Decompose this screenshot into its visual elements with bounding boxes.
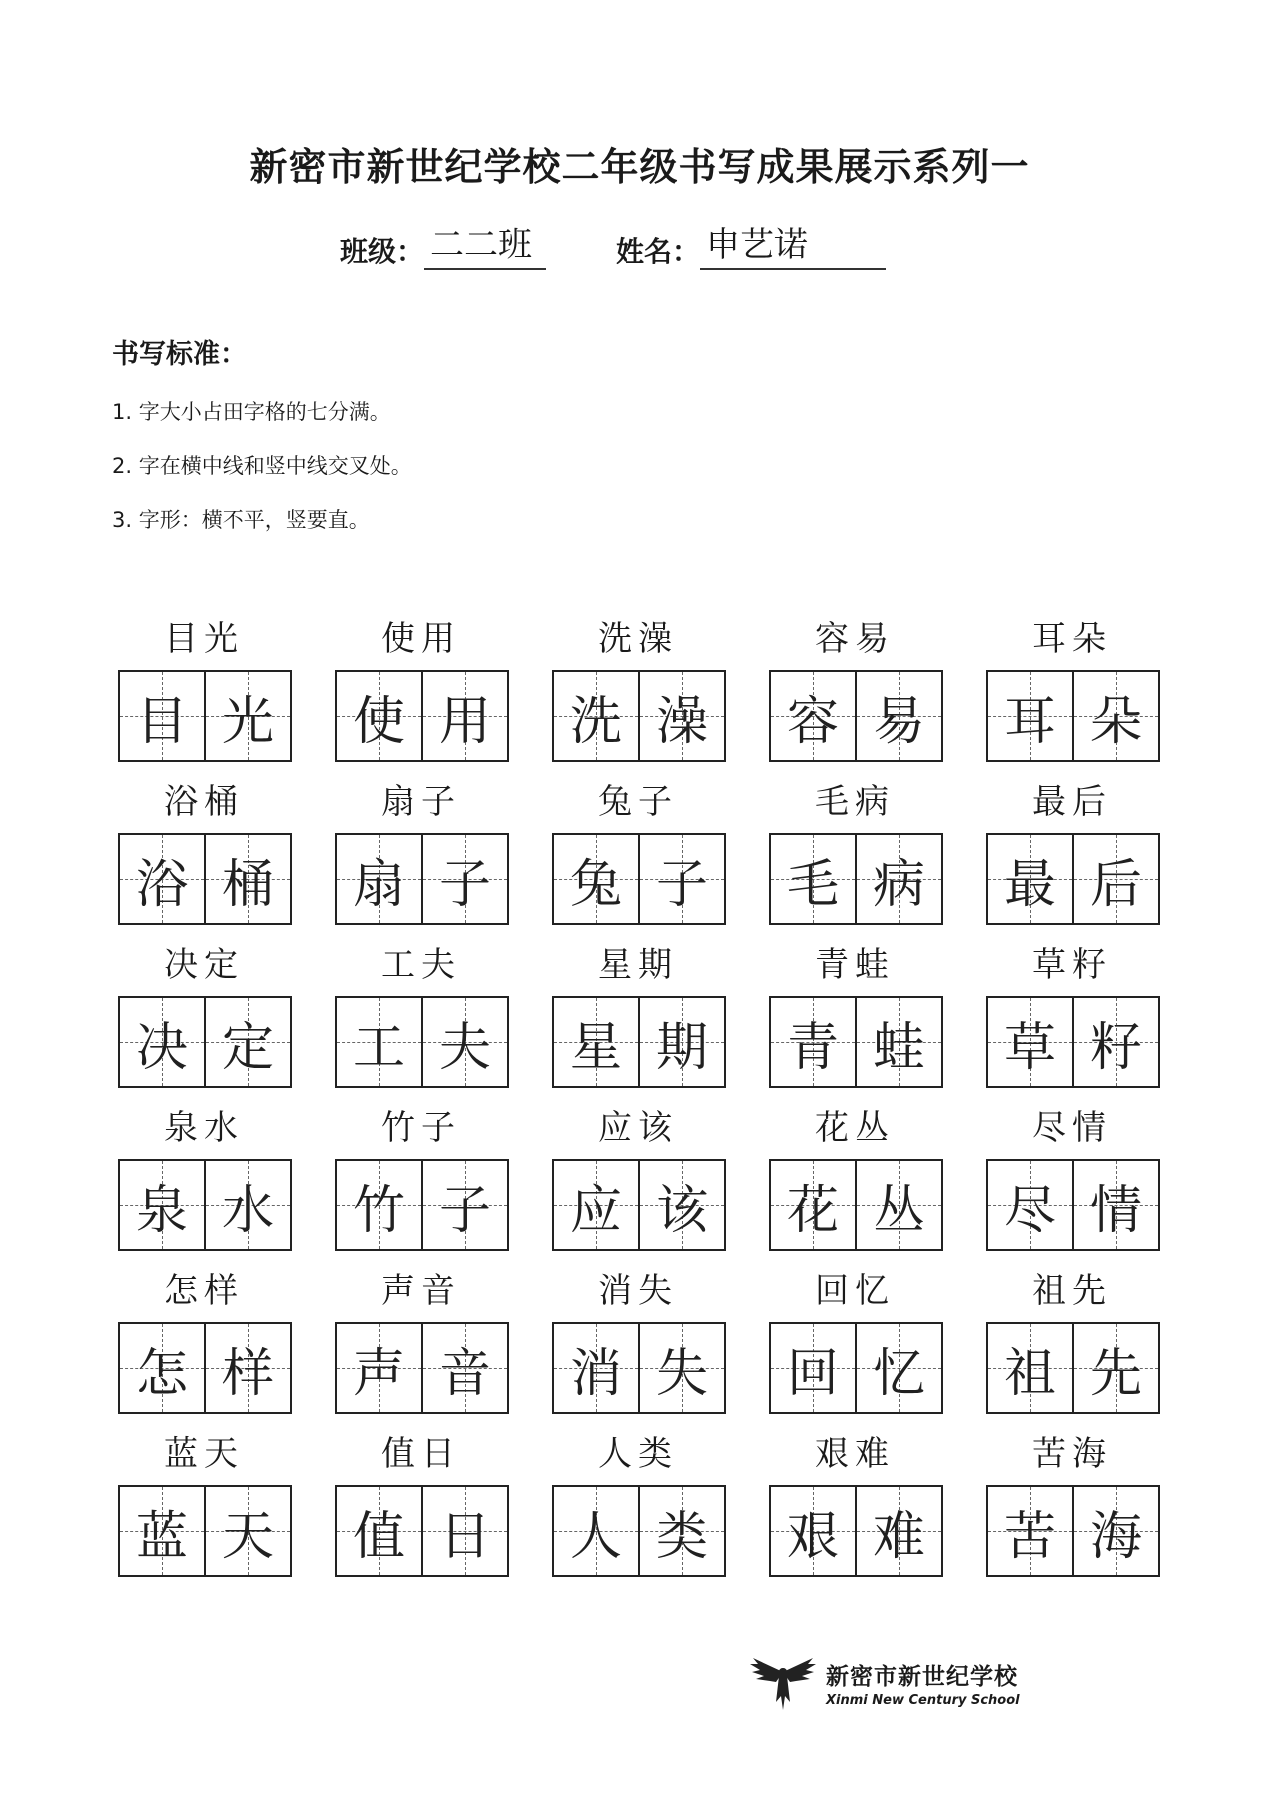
tian-zi-ge-box [120,835,204,923]
tian-zi-ge-box [120,998,204,1086]
tian-zi-ge-pair [552,1322,726,1414]
handwritten-char: 子 [655,854,708,915]
word-prompt: 花丛 [815,1108,895,1148]
tian-zi-ge-box [204,672,290,760]
handwritten-char: 苦 [1003,1506,1056,1567]
tian-zi-ge-box [421,1324,507,1412]
tian-zi-ge-box [988,1161,1072,1249]
handwritten-char: 尽 [1003,1180,1056,1241]
tian-zi-ge-pair [118,1322,292,1414]
tian-zi-ge-box [771,1324,855,1412]
handwritten-char: 蛙 [872,1017,925,1078]
handwritten-char: 声 [352,1343,405,1404]
tian-zi-ge-box [204,1324,290,1412]
tian-zi-ge-pair [986,670,1160,762]
tian-zi-ge-box [337,1487,421,1575]
tian-zi-ge-pair [335,1485,509,1577]
tian-zi-ge-box [421,672,507,760]
word-cell [335,1097,507,1260]
handwritten-char: 人 [569,1506,622,1567]
handwritten-char: 目 [135,691,188,752]
handwritten-char: 祖 [1003,1343,1056,1404]
word-cell [769,771,941,934]
tian-zi-ge-pair [118,670,292,762]
tian-zi-ge-box [204,835,290,923]
handwritten-char: 应 [569,1180,622,1241]
handwritten-char: 艰 [786,1506,839,1567]
class-label: 班级： [340,235,425,268]
word-prompt: 艰难 [815,1434,895,1474]
handwritten-char: 消 [569,1343,622,1404]
tian-zi-ge-box [638,1487,724,1575]
tian-zi-ge-pair [552,996,726,1088]
tian-zi-ge-box [638,835,724,923]
handwritten-char: 朵 [1089,691,1142,752]
tian-zi-ge-box [554,835,638,923]
tian-zi-ge-box [771,1161,855,1249]
eagle-wings-logo-icon [748,1652,818,1714]
word-cell [986,771,1158,934]
tian-zi-ge-pair [335,996,509,1088]
word-prompt: 竹子 [381,1108,461,1148]
word-cell [769,1423,941,1586]
tian-zi-ge-pair [986,833,1160,925]
word-cell [769,934,941,1097]
word-prompt: 怎样 [164,1271,244,1311]
handwritten-char: 桶 [221,854,274,915]
tian-zi-ge-box [988,1324,1072,1412]
tian-zi-ge-box [204,1161,290,1249]
practice-grid [118,608,1158,1586]
tian-zi-ge-pair [335,670,509,762]
tian-zi-ge-pair [769,670,943,762]
word-cell [335,1260,507,1423]
word-cell [552,1097,724,1260]
word-prompt: 兔子 [598,782,678,822]
handwritten-char: 决 [135,1017,188,1078]
tian-zi-ge-pair [335,833,509,925]
word-prompt: 泉水 [164,1108,244,1148]
rule-item: 3. 字形：横不平，竖要直。 [112,508,370,532]
word-prompt: 容易 [815,619,895,659]
word-prompt: 人类 [598,1434,678,1474]
handwritten-char: 值 [352,1506,405,1567]
handwritten-char: 水 [221,1180,274,1241]
handwritten-char: 定 [221,1017,274,1078]
word-cell [986,1097,1158,1260]
standard-rules [112,385,412,547]
handwritten-char: 最 [1003,854,1056,915]
tian-zi-ge-pair [769,1159,943,1251]
handwritten-char: 草 [1003,1017,1056,1078]
handwritten-char: 期 [655,1017,708,1078]
word-cell [986,608,1158,771]
word-prompt: 扇子 [381,782,461,822]
tian-zi-ge-box [855,1161,941,1249]
tian-zi-ge-pair [118,1485,292,1577]
word-cell [118,1097,290,1260]
tian-zi-ge-box [421,998,507,1086]
word-prompt: 苦海 [1032,1434,1112,1474]
tian-zi-ge-box [120,1161,204,1249]
word-cell [335,608,507,771]
handwritten-char: 籽 [1089,1017,1142,1078]
tian-zi-ge-box [771,998,855,1086]
tian-zi-ge-pair [986,1322,1160,1414]
word-cell [769,1260,941,1423]
word-prompt: 值日 [381,1434,461,1474]
tian-zi-ge-box [554,1161,638,1249]
handwritten-char: 浴 [135,854,188,915]
word-cell [552,771,724,934]
word-cell [552,934,724,1097]
tian-zi-ge-box [554,1487,638,1575]
word-prompt: 使用 [381,619,461,659]
word-prompt: 消失 [598,1271,678,1311]
handwritten-char: 用 [438,691,491,752]
handwritten-char: 日 [438,1506,491,1567]
tian-zi-ge-box [988,835,1072,923]
word-prompt: 尽情 [1032,1108,1112,1148]
student-info [340,220,886,270]
handwritten-char: 扇 [352,854,405,915]
school-logo [748,1652,1020,1714]
handwritten-char: 忆 [872,1343,925,1404]
tian-zi-ge-box [638,998,724,1086]
tian-zi-ge-box [771,1487,855,1575]
handwritten-char: 夫 [438,1017,491,1078]
word-cell [986,1260,1158,1423]
handwritten-char: 丛 [872,1180,925,1241]
tian-zi-ge-box [554,998,638,1086]
tian-zi-ge-box [337,672,421,760]
tian-zi-ge-box [337,1324,421,1412]
handwritten-char: 先 [1089,1343,1142,1404]
school-name-cn: 新密市新世纪学校 [826,1664,1018,1690]
tian-zi-ge-pair [335,1322,509,1414]
tian-zi-ge-box [771,835,855,923]
tian-zi-ge-box [988,1487,1072,1575]
tian-zi-ge-box [855,1324,941,1412]
handwritten-char: 工 [352,1017,405,1078]
handwritten-char: 失 [655,1343,708,1404]
word-prompt: 星期 [598,945,678,985]
tian-zi-ge-box [1072,672,1158,760]
word-prompt: 洗澡 [598,619,678,659]
word-prompt: 回忆 [815,1271,895,1311]
class-value: 二二班 [424,217,546,270]
word-cell [552,608,724,771]
tian-zi-ge-pair [769,996,943,1088]
handwritten-char: 怎 [135,1343,188,1404]
handwritten-char: 天 [221,1506,274,1567]
tian-zi-ge-box [771,672,855,760]
tian-zi-ge-pair [769,1322,943,1414]
handwritten-char: 竹 [352,1180,405,1241]
tian-zi-ge-box [1072,835,1158,923]
word-cell [335,1423,507,1586]
tian-zi-ge-pair [335,1159,509,1251]
tian-zi-ge-box [421,1161,507,1249]
word-cell [552,1423,724,1586]
tian-zi-ge-pair [769,1485,943,1577]
tian-zi-ge-box [337,1161,421,1249]
word-prompt: 浴桶 [164,782,244,822]
tian-zi-ge-box [204,998,290,1086]
name-value: 申艺诺 [700,217,886,270]
word-prompt: 蓝天 [164,1434,244,1474]
tian-zi-ge-box [988,672,1072,760]
tian-zi-ge-box [204,1487,290,1575]
handwritten-char: 泉 [135,1180,188,1241]
tian-zi-ge-box [554,1324,638,1412]
tian-zi-ge-box [120,672,204,760]
tian-zi-ge-box [337,835,421,923]
tian-zi-ge-box [120,1487,204,1575]
tian-zi-ge-box [855,1487,941,1575]
handwritten-char: 类 [655,1506,708,1567]
rule-item: 1. 字大小占田字格的七分满。 [112,400,391,424]
tian-zi-ge-box [421,1487,507,1575]
handwritten-char: 回 [786,1343,839,1404]
word-prompt: 决定 [164,945,244,985]
standard-heading: 书写标准： [112,339,247,370]
handwritten-char: 难 [872,1506,925,1567]
handwritten-char: 该 [655,1180,708,1241]
word-prompt: 最后 [1032,782,1112,822]
handwritten-char: 海 [1089,1506,1142,1567]
tian-zi-ge-box [421,835,507,923]
word-cell [335,934,507,1097]
word-cell [552,1260,724,1423]
tian-zi-ge-pair [986,1485,1160,1577]
handwritten-char: 澡 [655,691,708,752]
handwritten-char: 子 [438,854,491,915]
word-prompt: 应该 [598,1108,678,1148]
word-cell [986,1423,1158,1586]
handwritten-char: 使 [352,691,405,752]
handwritten-char: 容 [786,691,839,752]
tian-zi-ge-box [1072,998,1158,1086]
word-prompt: 工夫 [381,945,461,985]
handwritten-char: 青 [786,1017,839,1078]
handwritten-char: 光 [221,691,274,752]
handwritten-char: 兔 [569,854,622,915]
word-cell [118,934,290,1097]
tian-zi-ge-box [554,672,638,760]
name-label: 姓名： [616,235,701,268]
tian-zi-ge-box [855,672,941,760]
word-prompt: 耳朵 [1032,619,1112,659]
tian-zi-ge-pair [769,833,943,925]
tian-zi-ge-box [638,672,724,760]
tian-zi-ge-box [337,998,421,1086]
handwritten-char: 样 [221,1343,274,1404]
word-cell [118,1423,290,1586]
tian-zi-ge-box [988,998,1072,1086]
handwritten-char: 病 [872,854,925,915]
tian-zi-ge-pair [986,996,1160,1088]
school-name-en: Xinmi New Century School [826,1693,1020,1708]
word-cell [335,771,507,934]
rule-item: 2. 字在横中线和竖中线交叉处。 [112,454,412,478]
tian-zi-ge-pair [552,1485,726,1577]
tian-zi-ge-box [638,1161,724,1249]
handwritten-char: 耳 [1003,691,1056,752]
tian-zi-ge-pair [118,996,292,1088]
tian-zi-ge-box [1072,1161,1158,1249]
handwritten-char: 蓝 [135,1506,188,1567]
handwritten-char: 星 [569,1017,622,1078]
tian-zi-ge-box [1072,1487,1158,1575]
word-prompt: 祖先 [1032,1271,1112,1311]
tian-zi-ge-box [855,998,941,1086]
word-cell [118,1260,290,1423]
handwritten-char: 花 [786,1180,839,1241]
page-title: 新密市新世纪学校二年级书写成果展示系列一 [249,145,1030,189]
tian-zi-ge-pair [552,670,726,762]
word-prompt: 目光 [164,619,244,659]
tian-zi-ge-pair [552,1159,726,1251]
handwritten-char: 后 [1089,854,1142,915]
tian-zi-ge-box [638,1324,724,1412]
handwritten-char: 音 [438,1343,491,1404]
tian-zi-ge-box [855,835,941,923]
tian-zi-ge-pair [118,833,292,925]
tian-zi-ge-pair [118,1159,292,1251]
handwritten-char: 毛 [786,854,839,915]
handwritten-char: 子 [438,1180,491,1241]
word-cell [769,608,941,771]
word-prompt: 声音 [381,1271,461,1311]
word-cell [986,934,1158,1097]
word-prompt: 青蛙 [815,945,895,985]
word-cell [118,608,290,771]
handwritten-char: 易 [872,691,925,752]
word-prompt: 草籽 [1032,945,1112,985]
tian-zi-ge-box [1072,1324,1158,1412]
handwritten-char: 洗 [569,691,622,752]
tian-zi-ge-box [120,1324,204,1412]
word-cell [769,1097,941,1260]
tian-zi-ge-pair [552,833,726,925]
word-cell [118,771,290,934]
handwritten-char: 情 [1089,1180,1142,1241]
tian-zi-ge-pair [986,1159,1160,1251]
word-prompt: 毛病 [815,782,895,822]
